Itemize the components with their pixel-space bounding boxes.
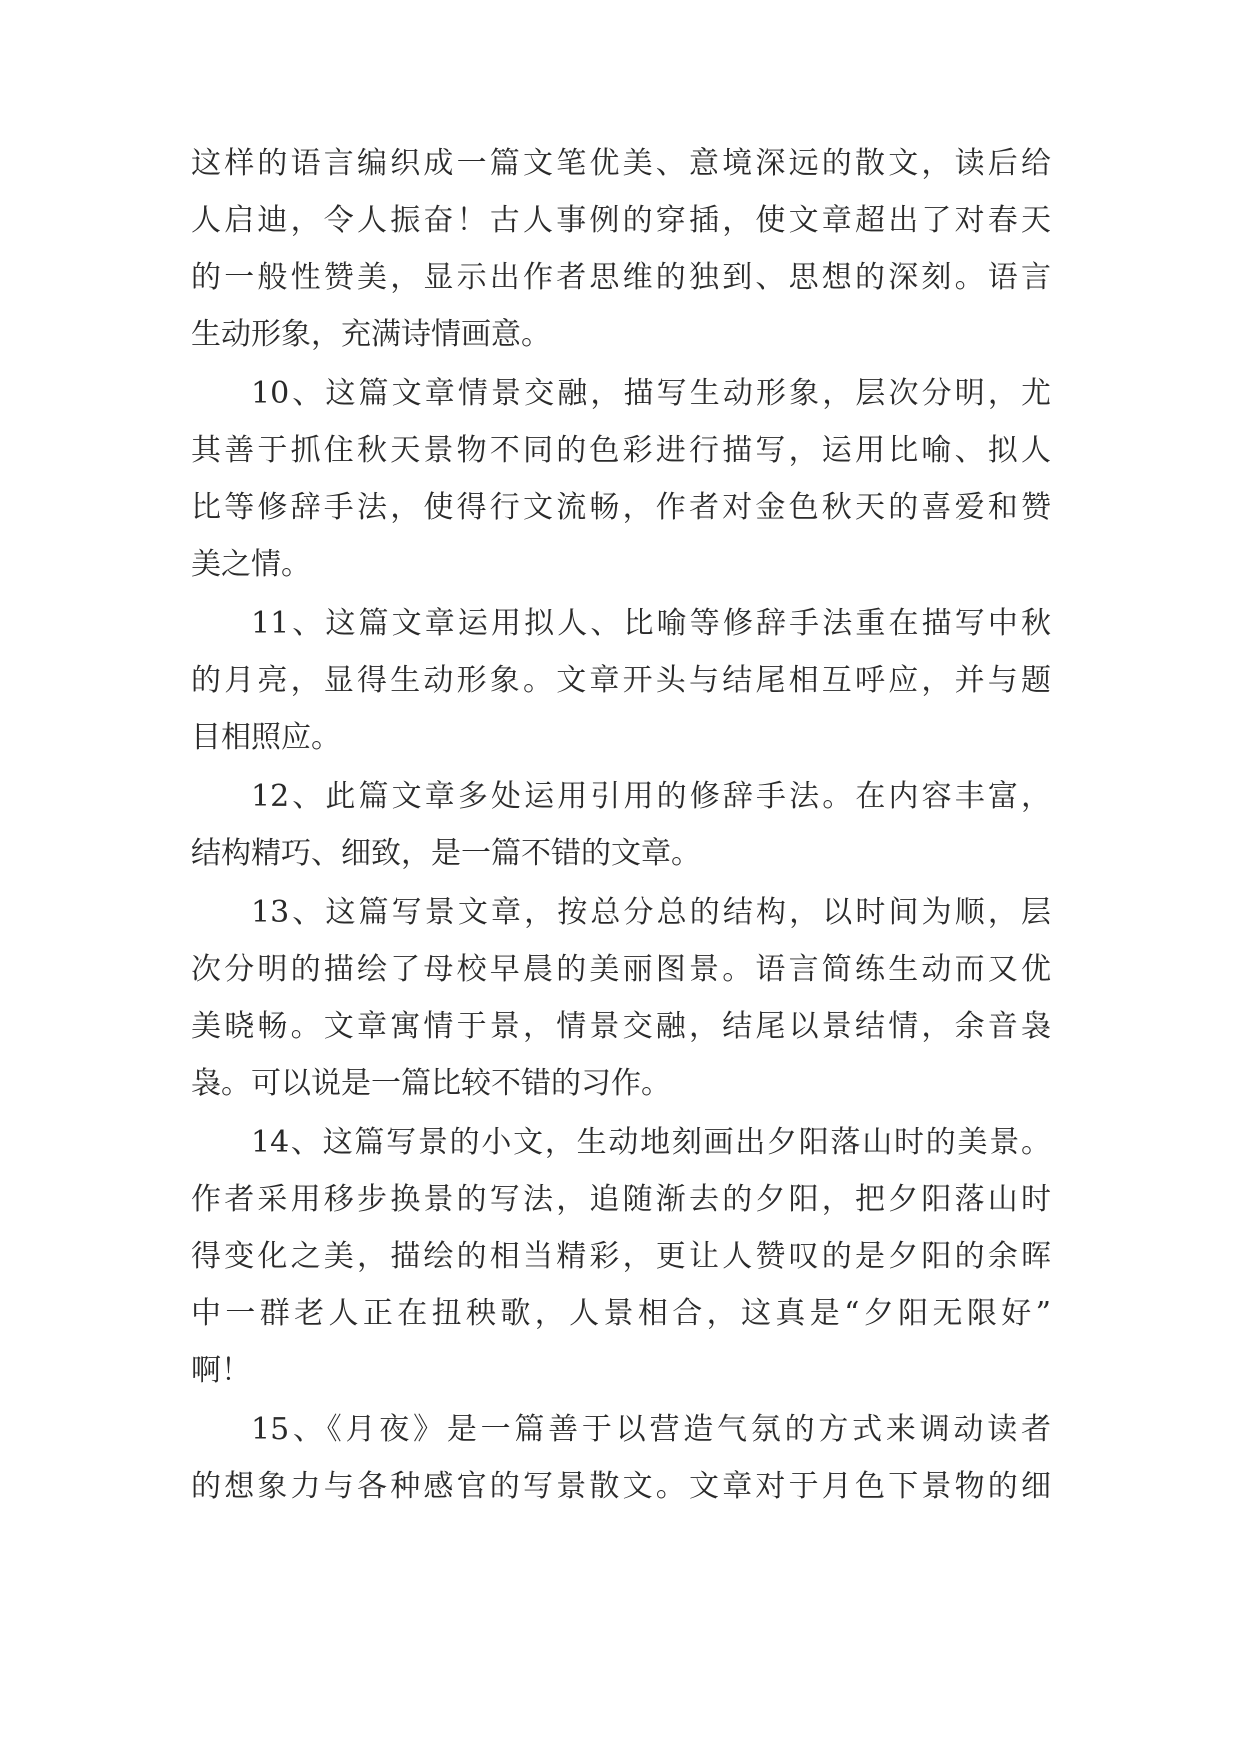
paragraph-start-line: 15、《月夜》是一篇善于以营造气氛的方式来调动读者 [251,1412,1051,1447]
text-line: 中一群老人正在扭秧歌，人景相合，这真是“夕阳无限好” [191,1296,1051,1331]
paragraph-start-line: 11、这篇文章运用拟人、比喻等修辞手法重在描写中秋 [251,606,1051,641]
text-line: 目相照应。 [191,720,341,755]
paragraph-start-line: 12、此篇文章多处运用引用的修辞手法。在内容丰富， [251,779,1051,814]
text-line: 其善于抓住秋天景物不同的色彩进行描写，运用比喻、拟人 [191,433,1051,468]
text-line: 的想象力与各种感官的写景散文。文章对于月色下景物的细 [191,1469,1051,1504]
text-line: 的月亮，显得生动形象。文章开头与结尾相互呼应，并与题 [191,663,1051,698]
text-line: 作者采用移步换景的写法，追随渐去的夕阳，把夕阳落山时 [191,1182,1051,1217]
text-line: 这样的语言编织成一篇文笔优美、意境深远的散文，读后给 [191,146,1051,181]
paragraph-start-line: 13、这篇写景文章，按总分总的结构，以时间为顺，层 [251,895,1051,930]
text-line: 比等修辞手法，使得行文流畅，作者对金色秋天的喜爱和赞 [191,490,1051,525]
paragraph-start-line: 10、这篇文章情景交融，描写生动形象，层次分明，尤 [251,376,1051,411]
text-line: 美之情。 [191,547,311,582]
text-line: 生动形象，充满诗情画意。 [191,317,551,352]
text-line: 结构精巧、细致，是一篇不错的文章。 [191,836,701,871]
text-line: 次分明的描绘了母校早晨的美丽图景。语言简练生动而又优 [191,952,1051,987]
text-line: 的一般性赞美，显示出作者思维的独到、思想的深刻。语言 [191,260,1051,295]
text-line: 美晓畅。文章寓情于景，情景交融，结尾以景结情，余音袅 [191,1009,1051,1044]
text-line: 得变化之美，描绘的相当精彩，更让人赞叹的是夕阳的余晖 [191,1239,1051,1274]
text-line: 啊！ [191,1353,251,1388]
paragraph-start-line: 14、这篇写景的小文，生动地刻画出夕阳落山时的美景。 [251,1125,1051,1160]
text-line: 袅。可以说是一篇比较不错的习作。 [191,1066,671,1101]
text-line: 人启迪，令人振奋！古人事例的穿插，使文章超出了对春天 [191,203,1051,238]
